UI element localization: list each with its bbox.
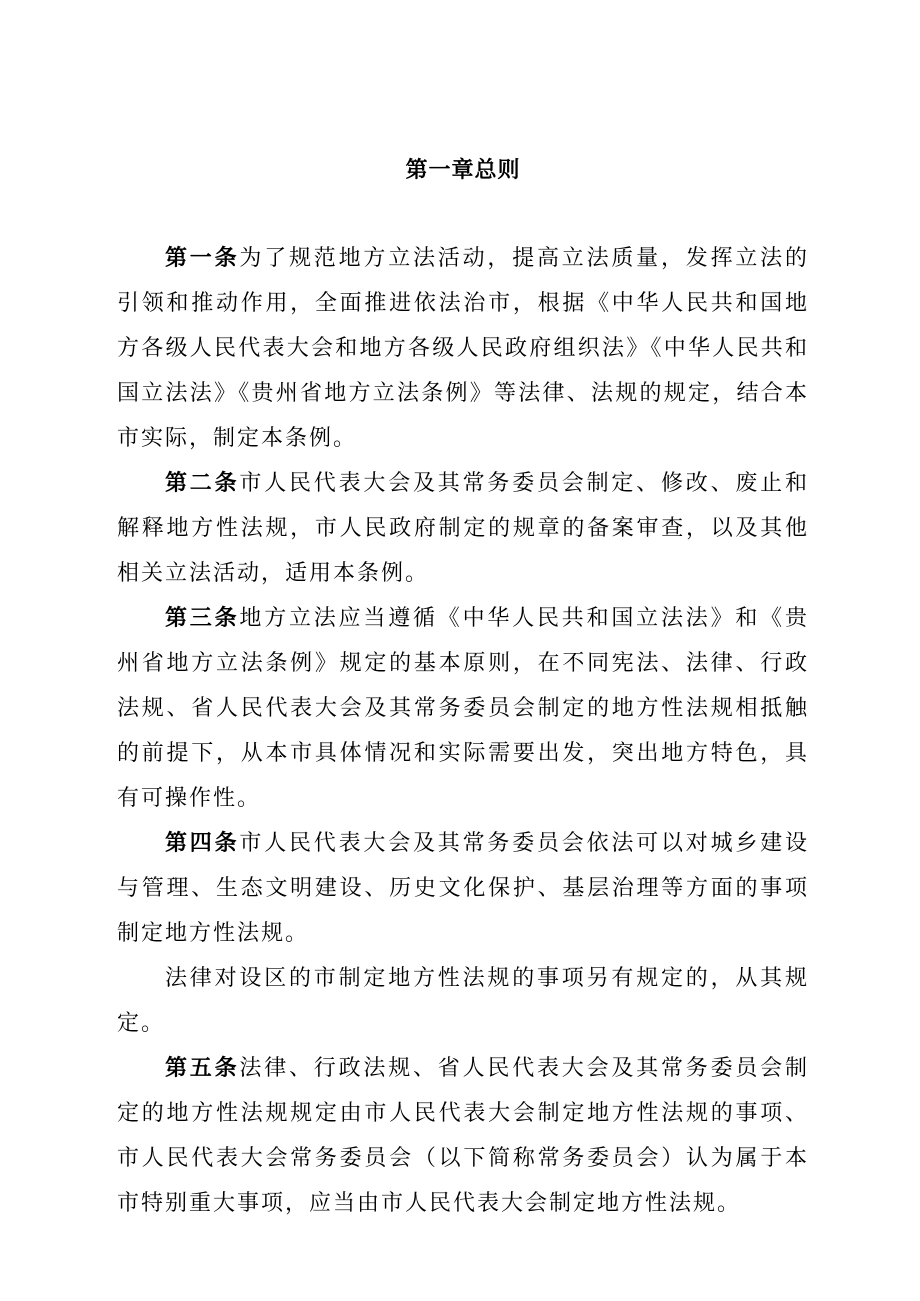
article-1-label: 第一条	[165, 245, 240, 271]
article-4-label: 第四条	[165, 830, 240, 856]
article-2-label: 第二条	[165, 470, 240, 496]
article-4-text: 市人民代表大会及其常务委员会依法可以对城乡建设与管理、生态文明建设、历史文化保护、基层治理等方面的事项制定地方性法规。	[117, 831, 809, 946]
article-4-second-text: 法律对设区的市制定地方性法规的事项另有规定的，从其规定。	[117, 966, 809, 1036]
article-1-text: 为了规范地方立法活动，提高立法质量，发挥立法的引领和推动作用，全面推进依法治市，根据《中华人民共和国地方各级人民代表大会和地方各级人民政府组织法》《中华人民共和国立法法》《贵州省地方立法条例》等法律、法规的规定，结合本市实际，制定本条例。	[117, 246, 809, 451]
article-3-paragraph	[117, 596, 809, 821]
article-4-second-paragraph	[117, 956, 809, 1046]
article-5-paragraph	[117, 1046, 809, 1226]
article-5-label: 第五条	[165, 1055, 240, 1081]
article-2-paragraph	[117, 461, 809, 596]
article-3-text: 地方立法应当遵循《中华人民共和国立法法》和《贵州省地方立法条例》规定的基本原则，在不同宪法、法律、行政法规、省人民代表大会及其常务委员会制定的地方性法规相抵触的前提下，从本市具体情况和实际需要出发，突出地方特色，具有可操作性。	[117, 606, 809, 811]
article-2-text: 市人民代表大会及其常务委员会制定、修改、废止和解释地方性法规，市人民政府制定的规章的备案审查，以及其他相关立法活动，适用本条例。	[117, 471, 809, 586]
article-1-paragraph	[117, 236, 809, 461]
article-4-paragraph	[117, 821, 809, 956]
chapter-title: 第一章总则	[405, 157, 521, 183]
article-5-text: 法律、行政法规、省人民代表大会及其常务委员会制定的地方性法规规定由市人民代表大会制定地方性法规的事项、市人民代表大会常务委员会（以下简称常务委员会）认为属于本市特别重大事项，应当由市人民代表大会制定地方性法规。	[117, 1056, 809, 1216]
document-body	[117, 236, 809, 1226]
article-3-label: 第三条	[165, 605, 240, 631]
document-page	[117, 0, 809, 1301]
